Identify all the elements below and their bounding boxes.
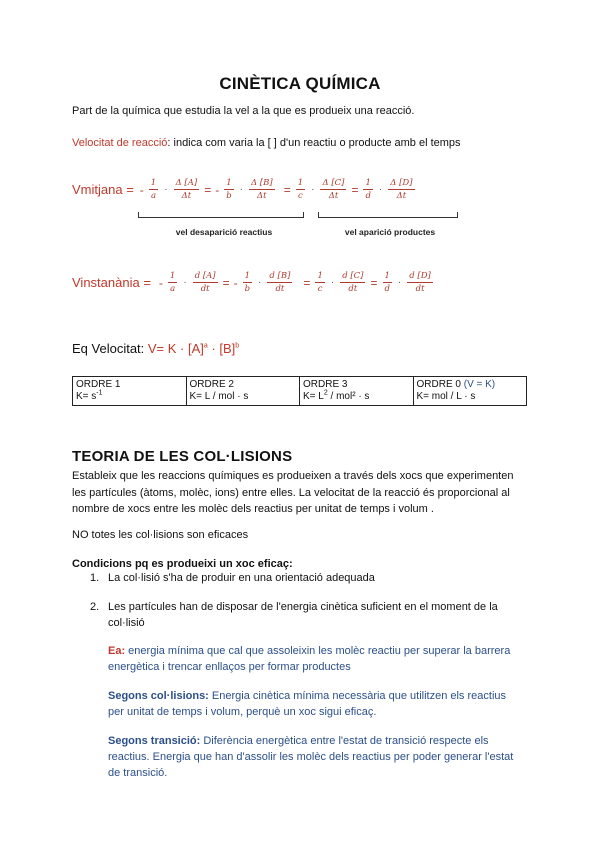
products-brace xyxy=(318,212,458,218)
coef-fraction: $\frac{1}{d}$ xyxy=(365,178,371,201)
coef-fraction: $\frac{1}{c}$ xyxy=(297,178,304,201)
condition-text: La col·lisió s'ha de produir en una orientació adequada xyxy=(108,572,375,584)
rate-equation-formula: $V= K \cdot [A]^a \cdot [B]^b$ xyxy=(147,341,240,356)
velocity-definition xyxy=(72,135,542,151)
dot-operator: · xyxy=(258,277,262,288)
coef-fraction: $\frac{1}{c}$ xyxy=(317,271,323,294)
dot-operator: · xyxy=(311,184,315,195)
coef-fraction: $\frac{1}{b}$ xyxy=(226,178,232,201)
equals-sign: = xyxy=(303,275,311,290)
reactants-brace-label: vel desaparició reactius xyxy=(175,227,273,237)
collisions-paragraph: Estableix que les reaccions químiques es produeixen a través dels xocs que experimenten les partícules (àtoms, molèc, ions) entre elles. La velocitat de la reacció és proporcional al nombre de xocs entre les molèc dels reactius per unitat de temps i volum . xyxy=(72,470,514,515)
products-brace-label: vel aparició productes xyxy=(344,227,436,237)
dot-operator: · xyxy=(183,277,187,288)
vinstantania-equation xyxy=(72,271,436,294)
order-cell: ORDRE 1 $K= s^{-1}$ xyxy=(73,377,187,406)
velocity-term: Velocitat de reacció xyxy=(72,137,168,149)
diff-fraction: $\frac{d [B]}{dt}$ xyxy=(269,271,291,294)
diff-fraction: $\frac{d [D]}{dt}$ xyxy=(409,271,431,294)
collisions-definition: Segons col·lisions: Energia cinètica mínima necessària que utilitzen els reactius per unitat de temps i volum, perquè un xoc sigui eficaç. xyxy=(108,690,507,718)
dot-operator: · xyxy=(164,184,168,195)
condition-number: 2. xyxy=(90,601,100,613)
page-title: CINÈTICA QUÍMICA xyxy=(219,74,381,93)
intro-text: Part de la química que estudia la vel a la que es produeix una reacció. xyxy=(72,105,415,117)
coef-fraction: $\frac{1}{a}$ xyxy=(150,178,157,201)
condition-number: 1. xyxy=(90,572,100,584)
vmitjana-label: Vmitjana = xyxy=(72,182,134,197)
equals-sign: = xyxy=(351,182,359,197)
diff-fraction: $\frac{d [A]}{dt}$ xyxy=(194,271,216,294)
term-sign: - xyxy=(215,182,220,197)
dot-operator: · xyxy=(397,277,402,288)
conditions-title: Condicions pq es produeixi un xoc eficaç: xyxy=(72,558,293,570)
transition-definition: Segons transició: Diferència energètica entre l'estat de transició respecte els reactius. Energia que han d'assolir les molèc dels reactius per poder generar l'estat de transició. xyxy=(108,735,514,779)
coef-fraction: $\frac{1}{a}$ xyxy=(169,271,176,294)
coef-fraction: $\frac{1}{b}$ xyxy=(244,271,251,294)
term-sign: - xyxy=(233,275,238,290)
dot-operator: · xyxy=(378,184,383,195)
vinstantania-label: Vinstanània = xyxy=(72,275,151,290)
velocity-text: : indica com varia la [ ] d'un reactiu o producte amb el temps xyxy=(167,137,461,149)
dot-operator: · xyxy=(330,277,335,288)
delta-fraction: $\frac{\Delta [B]}{\Delta t}$ xyxy=(250,178,273,201)
delta-fraction: $\frac{\Delta [A]}{\Delta t}$ xyxy=(175,178,198,201)
rate-equation xyxy=(72,341,239,356)
reactants-brace xyxy=(138,212,304,218)
vmitjana-equation xyxy=(72,178,418,201)
coef-fraction: $\frac{1}{d}$ xyxy=(384,271,390,294)
reaction-orders-table xyxy=(72,376,527,406)
dot-operator: · xyxy=(239,184,243,195)
collisions-heading: TEORIA DE LES COL·LISIONS xyxy=(72,448,293,465)
ea-definition: Ea: energia mínima que cal que assoleixin les molèc reactiu per superar la barrera energètica i trencar enllaços per formar productes xyxy=(108,645,511,673)
delta-fraction: $\frac{\Delta [C]}{\Delta t}$ xyxy=(322,178,345,201)
order-cell: ORDRE 3 $K= L^2 / mol^2 \cdot s$ xyxy=(300,377,414,406)
delta-fraction: $\frac{\Delta [D]}{\Delta t}$ xyxy=(390,178,413,201)
equals-sign: = xyxy=(283,182,291,197)
order-cell: ORDRE 2 K= L / mol · s xyxy=(186,377,300,406)
not-all-effective: NO totes les col·lisions son eficaces xyxy=(72,529,249,541)
rate-equation-label: Eq Velocitat: xyxy=(72,341,148,356)
equals-sign: = xyxy=(204,182,212,197)
term-sign: - xyxy=(139,182,144,197)
order-cell: ORDRE 0 (V = K) K= mol / L · s xyxy=(413,377,527,406)
equals-sign: = xyxy=(222,275,230,290)
term-sign: - xyxy=(158,275,163,290)
condition-text: Les partícules han de disposar de l'energia cinètica suficient en el moment de la col·lisió xyxy=(108,601,498,629)
diff-fraction: $\frac{d [C]}{dt}$ xyxy=(342,271,364,294)
equals-sign: = xyxy=(370,275,378,290)
